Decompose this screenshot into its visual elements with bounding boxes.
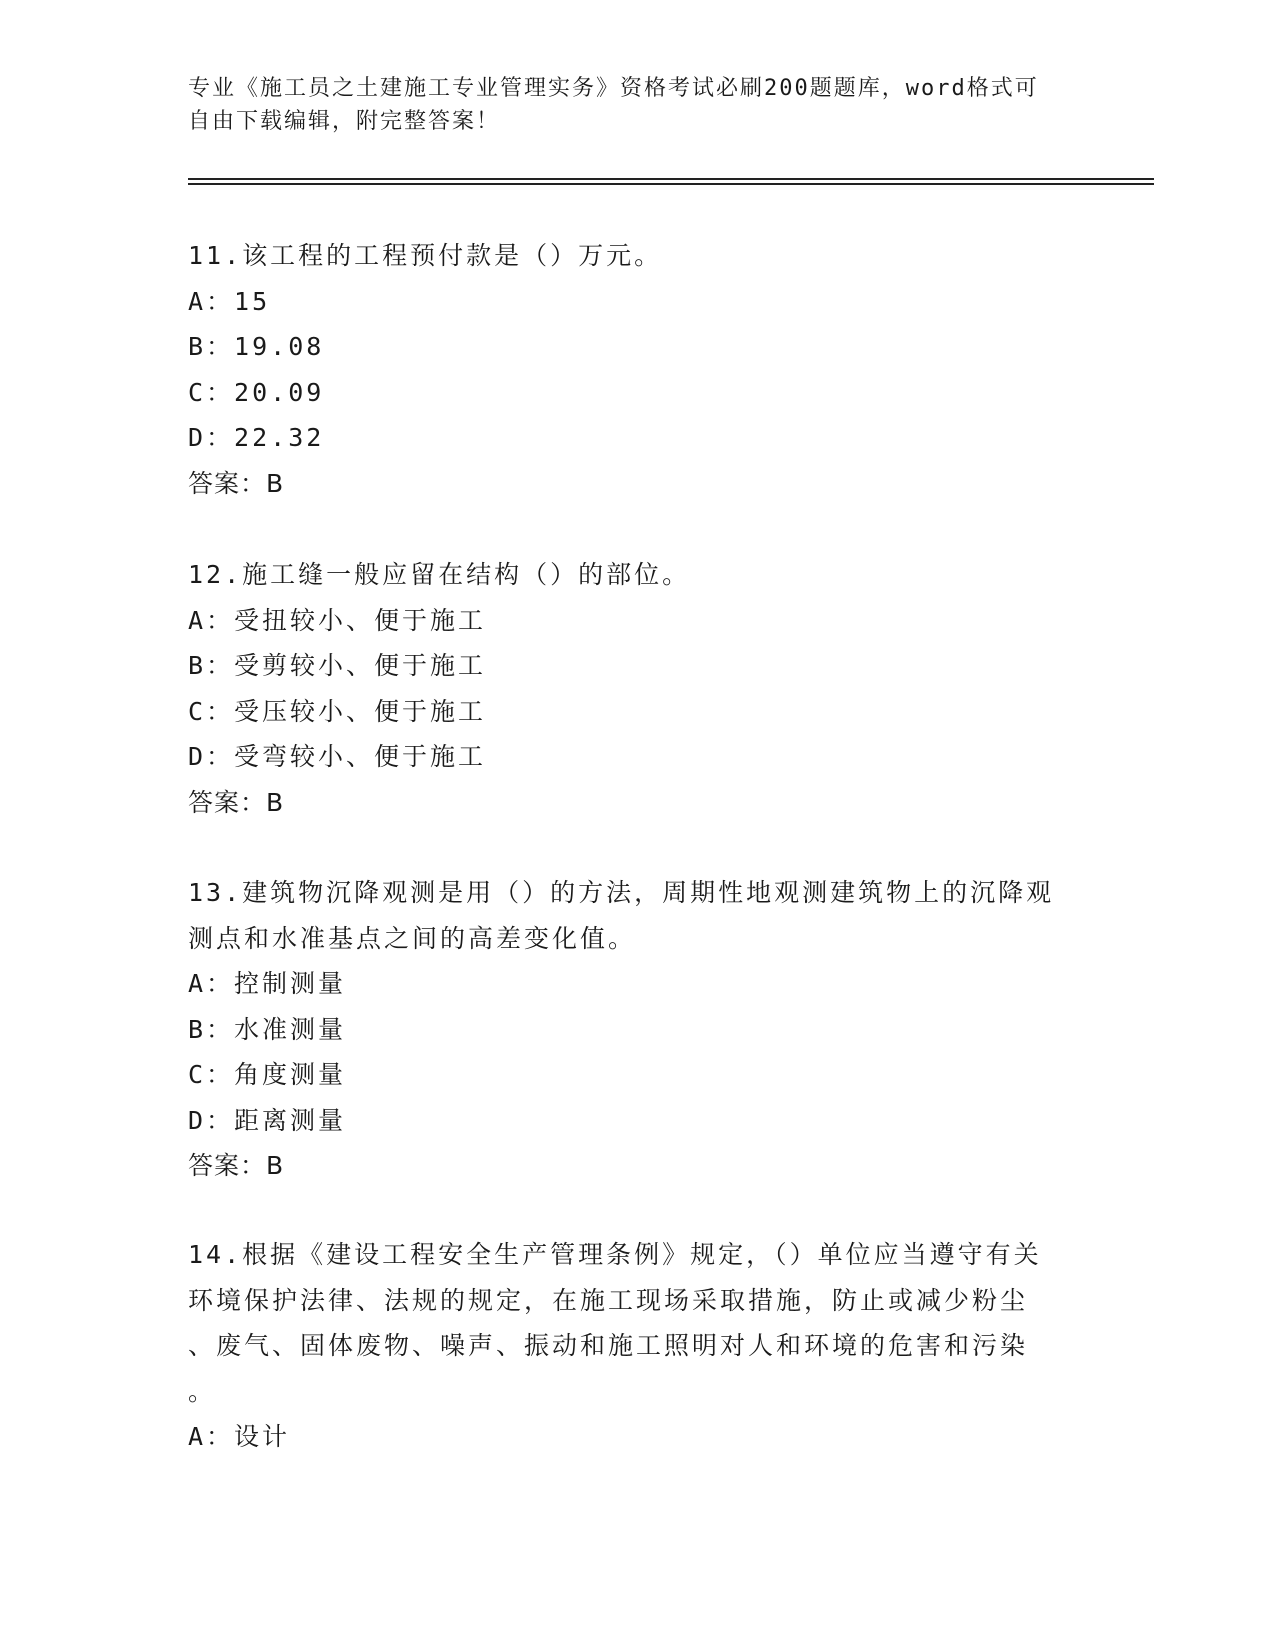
option-a: A：控制测量 bbox=[188, 969, 347, 998]
question-stem-line-2: 测点和水准基点之间的高差变化值。 bbox=[188, 923, 637, 953]
question-stem-line-4: 。 bbox=[188, 1376, 217, 1406]
option-d: D：22.32 bbox=[188, 423, 325, 452]
option-b: B：水准测量 bbox=[188, 1014, 347, 1044]
option-c: C：受压较小、便于施工 bbox=[188, 696, 487, 726]
option-b: B：受剪较小、便于施工 bbox=[188, 651, 487, 680]
question-stem-line-1: 14.根据《建设工程安全生产管理条例》规定，（）单位应当遵守有关 bbox=[188, 1240, 1042, 1269]
answer: 答案：B bbox=[188, 468, 285, 498]
header-line-2: 自由下载编辑，附完整答案！ bbox=[188, 109, 501, 134]
question-stem-line-2: 环境保护法律、法规的规定，在施工现场采取措施，防止或减少粉尘 bbox=[188, 1285, 1029, 1315]
question-stem: 11.该工程的工程预付款是（）万元。 bbox=[188, 241, 663, 270]
answer: 答案：B bbox=[188, 1151, 285, 1180]
answer: 答案：B bbox=[188, 787, 285, 817]
option-c: C：20.09 bbox=[188, 377, 325, 407]
header-divider-bottom bbox=[188, 183, 1154, 185]
question-12 bbox=[188, 552, 1088, 825]
question-stem: 12.施工缝一般应留在结构（）的部位。 bbox=[188, 560, 691, 589]
question-stem-line-1: 13.建筑物沉降观测是用（）的方法，周期性地观测建筑物上的沉降观 bbox=[188, 878, 1055, 907]
header-divider-top bbox=[188, 178, 1154, 180]
option-a: A：设计 bbox=[188, 1422, 291, 1451]
question-14 bbox=[188, 1232, 1088, 1460]
option-d: D：距离测量 bbox=[188, 1105, 347, 1135]
option-d: D：受弯较小、便于施工 bbox=[188, 742, 487, 771]
document-header bbox=[188, 72, 1088, 138]
option-c: C：角度测量 bbox=[188, 1060, 347, 1089]
question-13 bbox=[188, 870, 1088, 1189]
header-line-1: 专业《施工员之土建施工专业管理实务》资格考试必刷200题题库，word格式可 bbox=[188, 76, 1039, 101]
question-stem-line-3: 、废气、固体废物、噪声、振动和施工照明对人和环境的危害和污染 bbox=[188, 1331, 1029, 1360]
option-b: B：19.08 bbox=[188, 332, 325, 361]
option-a: A：15 bbox=[188, 286, 271, 316]
option-a: A：受扭较小、便于施工 bbox=[188, 605, 487, 635]
question-11 bbox=[188, 233, 1088, 506]
